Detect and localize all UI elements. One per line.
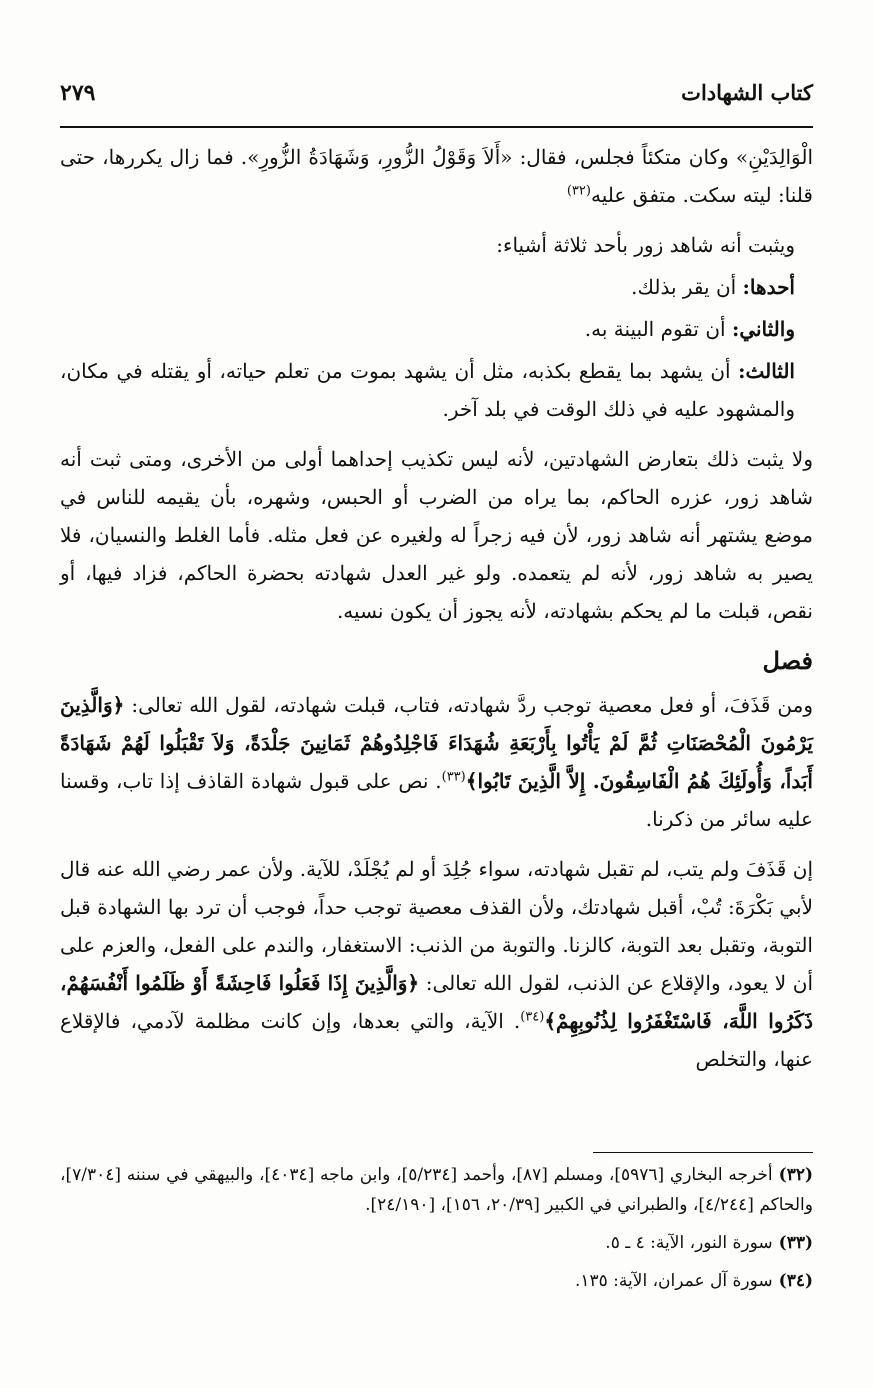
list-item: الثالث: أن يشهد بما يقطع بكذبه، مثل أن يشهد بموت من تعلم حياته، أو يقتله في مكان، والمشهود عليه في ذلك الوقت في بلد آخر. (60, 359, 795, 421)
quran-verse: ﴿وَالَّذِينَ يَرْمُونَ الْمُحْصَنَاتِ ثُمَّ لَمْ يَأْتُوا بِأَرْبَعَةِ شُهَدَاءَ فَاجْلِدُوهُمْ ثَمَانِينَ جَلْدَةً، وَلاَ تَقْبَلُوا لَهُمْ شَهَادَةً أَبَداً، وَأُولَئِكَ هُمُ الْفَاسِقُونَ. إِلاَّ الَّذِينَ تَابُوا﴾ (60, 693, 813, 793)
footnote: (٣٣)سورة النور، الآية: ٤ ـ ٥. (605, 1233, 813, 1253)
paragraph: الْوَالِدَيْنِ» وكان متكئاً فجلس، فقال: «أَلاَ وَقَوْلُ الزُّورِ، وَشَهَادَةُ الزُّورِ». فما زال يكررها، حتى قلنا: ليته سكت. متفق عليه$^{(٣٢)}$ (60, 145, 813, 207)
running-title: كتاب الشهادات (681, 80, 813, 105)
section-heading: فصل (762, 646, 813, 675)
footnotes (60, 1160, 813, 1304)
paragraph: ولا يثبت ذلك بتعارض الشهادتين، لأنه ليس تكذيب إحداهما أولى من الأخرى، ومتى ثبت أنه شاهد زور، عزره الحاكم، بما يراه من الضرب أو الحبس، وشهره، بأن يقيمه للناس في موضع يشتهر أنه شاهد زور، لأن فيه زجراً له ولغيره عن فعل مثله. فأما الغلط والنسيان، فلا يصير به شاهد زور، لأنه لم يتعمده. ولو غير العدل شهادته بحضرة الحاكم، فزاد فيها، أو نقص، قبلت ما لم يحكم بشهادته، لأنه يجوز أن يكون نسيه. (60, 447, 813, 623)
footnote-number: (٣٤) (778, 1271, 813, 1291)
paragraph: ويثبت أنه شاهد زور بأحد ثلاثة أشياء: (496, 233, 795, 257)
item-label: أحدها: (742, 275, 795, 299)
list-item: أحدها: أن يقر بذلك. (631, 275, 795, 299)
footnote-ref: (٣٢) (566, 183, 591, 199)
footnote: (٣٢)أخرجه البخاري [٥٩٧٦]، ومسلم [٨٧]، وأحمد [٥/٢٣٤]، وابن ماجه [٤٠٣٤]، والبيهقي في سننه [٧/٣٠٤]، والحاكم [٤/٢٤٤]، والطبراني في الكبير [٢٠/٣٩، ١٥٦]، [٢٤/١٩٠]. (60, 1165, 813, 1215)
footnote-ref: (٣٤) (520, 1009, 545, 1025)
footnote-ref: (٣٣) (441, 769, 466, 785)
footnote-number: (٣٣) (778, 1233, 813, 1253)
footnote-rule (593, 1152, 813, 1153)
header-rule (60, 126, 813, 128)
item-label: الثالث: (738, 359, 795, 383)
quran-verse: ﴿وَالَّذِينَ إِذَا فَعَلُوا فَاحِشَةً أَوْ ظَلَمُوا أَنْفُسَهُمْ، ذَكَرُوا اللَّهَ، فَاسْتَغْفَرُوا لِذُنُوبِهِمْ﴾ (60, 971, 813, 1033)
footnote: (٣٤)سورة آل عمران، الآية: ١٣٥. (574, 1271, 813, 1291)
page-number: ٢٧٩ (60, 80, 96, 106)
footnote-number: (٣٢) (778, 1165, 813, 1185)
main-text (60, 138, 813, 1090)
paragraph: إن قَذَفَ ولم يتب، لم تقبل شهادته، سواء جُلِدَ أو لم يُجْلَدْ، للآية. ولأن عمر رضي الله عنه قال لأبي بَكْرَةَ: تُبْ، أقبل شهادتك، ولأن القذف معصية توجب حداً، فوجب أن ترد بها الشهادة قبل التوبة، وتقبل بعد التوبة، كالزنا. والتوبة من الذنب: الاستغفار، والندم على الفعل، والعزم على أن لا يعود، والإقلاع عن الذنب، لقول الله تعالى: ﴿وَالَّذِينَ إِذَا فَعَلُوا فَاحِشَةً أَوْ ظَلَمُوا أَنْفُسَهُمْ، ذَكَرُوا اللَّهَ، فَاسْتَغْفَرُوا لِذُنُوبِهِمْ﴾$^{(٣٤)}$. الآية، والتي بعدها، وإن كانت مظلمة لآدمي، فالإقلاع عنها، والتخلص (60, 857, 814, 1071)
item-label: والثاني: (731, 317, 795, 341)
page-header (60, 80, 813, 120)
list-item: والثاني: أن تقوم البينة به. (584, 317, 795, 341)
conditions-list (60, 226, 813, 348)
paragraph: ومن قَذَفَ، أو فعل معصية توجب ردَّ شهادته، فتاب، قبلت شهادته، لقول الله تعالى: ﴿وَالَّذِينَ يَرْمُونَ الْمُحْصَنَاتِ ثُمَّ لَمْ يَأْتُوا بِأَرْبَعَةِ شُهَدَاءَ فَاجْلِدُوهُمْ ثَمَانِينَ جَلْدَةً، وَلاَ تَقْبَلُوا لَهُمْ شَهَادَةً أَبَداً، وَأُولَئِكَ هُمُ الْفَاسِقُونَ. إِلاَّ الَّذِينَ تَابُوا﴾$^{(٣٣)}$. نص على قبول شهادة القاذف إذا تاب، وقسنا عليه سائر من ذكرنا. (60, 693, 813, 831)
